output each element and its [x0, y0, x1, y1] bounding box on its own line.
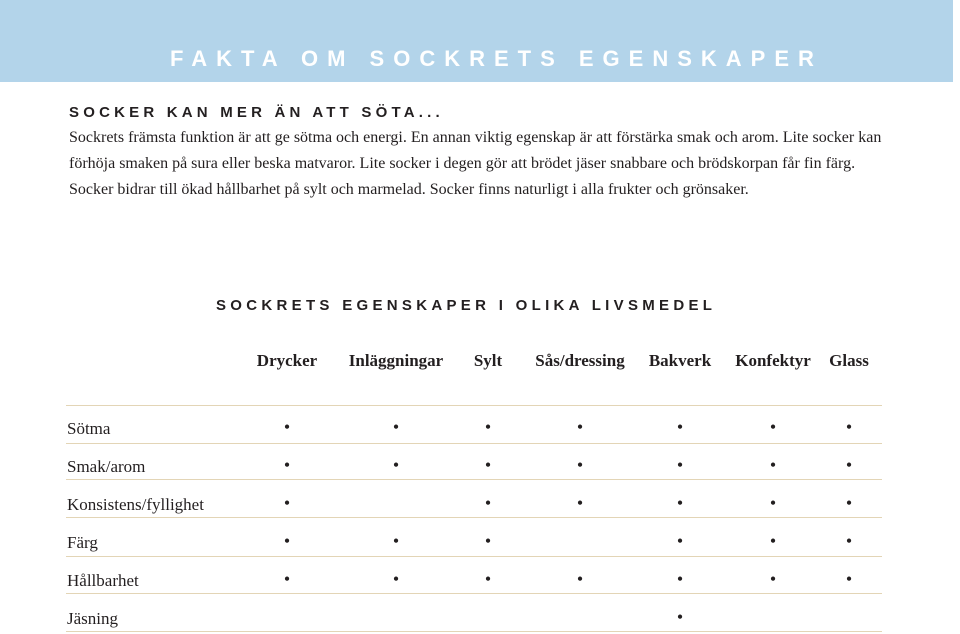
check-dot: • — [283, 531, 291, 551]
check-dot: • — [484, 569, 492, 589]
column-header: Sylt — [473, 351, 503, 370]
check-dot: • — [676, 417, 684, 437]
check-dot: • — [576, 417, 584, 437]
table-title: SOCKRETS EGENSKAPER I OLIKA LIVSMEDEL — [216, 297, 717, 314]
row-divider — [66, 443, 882, 444]
page-title: FAKTA OM SOCKRETS EGENSKAPER — [170, 46, 823, 71]
check-dot: • — [845, 531, 853, 551]
check-dot: • — [676, 607, 684, 627]
check-dot: • — [845, 417, 853, 437]
check-dot: • — [484, 417, 492, 437]
check-dot: • — [484, 493, 492, 513]
check-dot: • — [769, 493, 777, 513]
column-header: Konfektyr — [735, 351, 811, 370]
check-dot: • — [676, 531, 684, 551]
row-label: Hållbarhet — [67, 571, 139, 590]
check-dot: • — [845, 569, 853, 589]
check-dot: • — [769, 455, 777, 475]
check-dot: • — [283, 569, 291, 589]
column-header: Drycker — [256, 351, 318, 370]
check-dot: • — [845, 493, 853, 513]
row-label: Sötma — [67, 419, 111, 438]
row-label: Smak/arom — [67, 457, 146, 476]
check-dot: • — [484, 531, 492, 551]
check-dot: • — [392, 417, 400, 437]
intro-paragraph: Sockrets främsta funktion är att ge sötma och energi. En annan viktig egenskap är att förstärka smak och arom. Lite socker kan förhöja smaken på sura eller beska matvaror. Lite socker i degen gör att brödet jäser snabbare och brödskorpan får fin färg. Socker bidrar till ökad hållbarhet på sylt och marmelad. Socker finns naturligt i alla frukter och grönsaker. — [69, 129, 882, 198]
row-divider — [66, 479, 882, 480]
check-dot: • — [769, 531, 777, 551]
column-header: Glass — [829, 351, 869, 370]
intro-heading: SOCKER KAN MER ÄN ATT SÖTA... — [69, 104, 444, 121]
row-divider — [66, 405, 882, 406]
row-label: Konsistens/fyllighet — [67, 495, 204, 514]
column-header: Inläggningar — [348, 351, 444, 370]
row-label: Jäsning — [67, 609, 118, 628]
check-dot: • — [769, 569, 777, 589]
check-dot: • — [676, 493, 684, 513]
check-dot: • — [283, 493, 291, 513]
check-dot: • — [283, 417, 291, 437]
check-dot: • — [676, 455, 684, 475]
check-dot: • — [576, 493, 584, 513]
row-label: Färg — [67, 533, 98, 552]
check-dot: • — [676, 569, 684, 589]
check-dot: • — [576, 455, 584, 475]
check-dot: • — [484, 455, 492, 475]
check-dot: • — [283, 455, 291, 475]
check-dot: • — [392, 531, 400, 551]
check-dot: • — [576, 569, 584, 589]
row-divider — [66, 517, 882, 518]
check-dot: • — [769, 417, 777, 437]
check-dot: • — [845, 455, 853, 475]
column-header: Sås/dressing — [535, 351, 625, 370]
column-header: Bakverk — [648, 351, 712, 370]
header-banner — [0, 0, 953, 82]
row-divider — [66, 593, 882, 594]
row-divider — [66, 556, 882, 557]
row-divider — [66, 631, 882, 632]
check-dot: • — [392, 569, 400, 589]
check-dot: • — [392, 455, 400, 475]
